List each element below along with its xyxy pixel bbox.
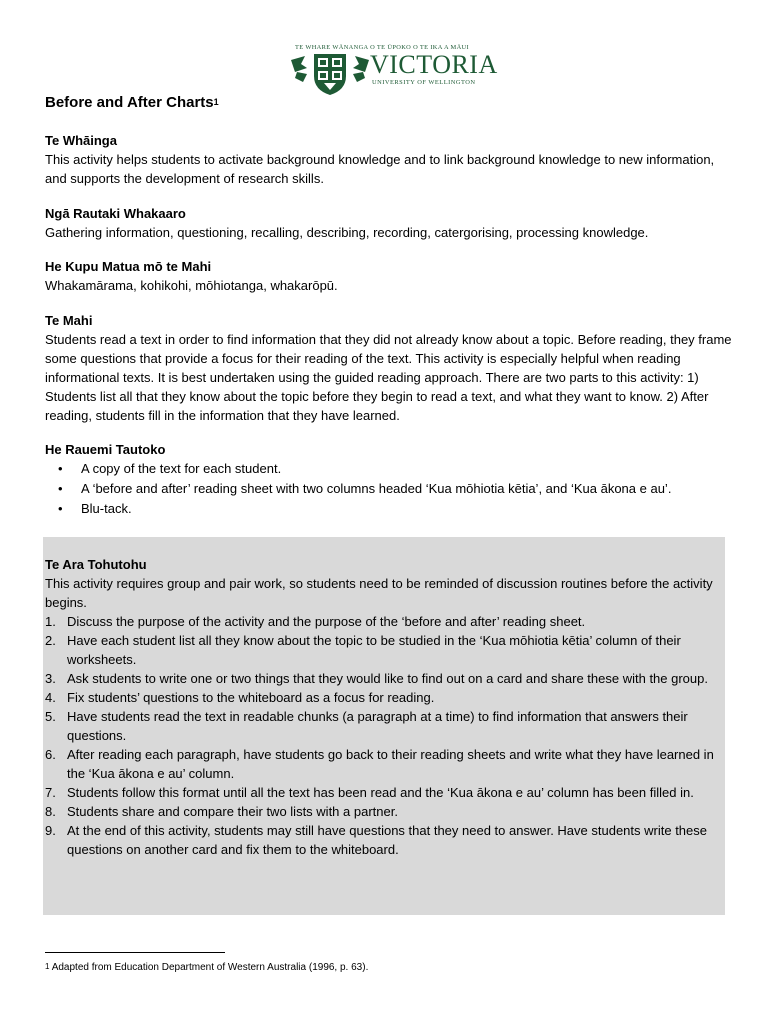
document-title <box>45 94 219 112</box>
step-number: 8. <box>45 804 56 819</box>
bullet-icon: • <box>58 501 63 516</box>
section-heading: He Kupu Matua mō te Mahi <box>45 259 212 274</box>
bullet-icon: • <box>58 461 63 476</box>
list-item <box>45 499 735 519</box>
section-te-whainga <box>45 131 735 188</box>
list-item <box>45 459 735 479</box>
step-item <box>45 688 720 707</box>
step-item <box>45 783 720 802</box>
logo-wordmark: VICTORIA <box>370 50 498 79</box>
step-number: 1. <box>45 614 56 629</box>
step-item <box>45 802 720 821</box>
section-he-kupu-matua <box>45 257 735 295</box>
section-body: Whakamārama, kohikohi, mōhiotanga, whakarōpū. <box>45 278 338 293</box>
logo-motto: TE WHARE WĀNANGA O TE ŪPOKO O TE IKA A MĀUI <box>295 44 469 51</box>
step-text: Have students read the text in readable chunks (a paragraph at a time) to find information that answers their questions. <box>67 709 688 743</box>
step-text: Ask students to write one or two things that they would like to find out on a card and share these with the group. <box>67 671 708 686</box>
procedure-steps <box>45 612 720 859</box>
section-heading: Ngā Rautaki Whakaaro <box>45 206 186 221</box>
crest-icon <box>291 52 369 96</box>
title-text: Before and After Charts <box>45 94 214 111</box>
step-text: After reading each paragraph, have students go back to their reading sheets and write what they have learned in the ‘Kua ākona e au’ column. <box>67 747 714 781</box>
step-text: Fix students’ questions to the whiteboard as a focus for reading. <box>67 690 435 705</box>
list-item <box>45 479 735 499</box>
bullet-icon: • <box>58 481 63 496</box>
section-he-rauemi-tautoko <box>45 440 735 519</box>
step-number: 5. <box>45 709 56 724</box>
step-text: Have each student list all they know about the topic to be studied in the ‘Kua mōhiotia kētia’ column of their worksheets. <box>67 633 681 667</box>
step-item <box>45 669 720 688</box>
step-item <box>45 707 720 745</box>
title-footnote-ref: 1 <box>213 97 219 107</box>
list-item-text: A ‘before and after’ reading sheet with two columns headed ‘Kua mōhiotia kētia’, and ‘Kua ākona e au’. <box>81 481 672 496</box>
step-item <box>45 631 720 669</box>
step-text: Discuss the purpose of the activity and the purpose of the ‘before and after’ reading sheet. <box>67 614 586 629</box>
resource-list <box>45 459 735 519</box>
step-item <box>45 821 720 859</box>
step-number: 9. <box>45 823 56 838</box>
section-body: Students read a text in order to find information that they did not already know about a topic. Before reading, they frame some questions that provide a focus for their reading of the text. This activity is especially helpful when reading informational texts. It is best undertaken using the guided reading approach. There are two parts to this activity: 1) Students list all that they know about the topic before they begin to read a text, and what they want to know. 2) After reading, students fill in the information that they have learned. <box>45 332 732 423</box>
section-te-mahi <box>45 311 735 425</box>
step-text: Students follow this format until all the text has been read and the ‘Kua ākona e au’ column has been filled in. <box>67 785 694 800</box>
section-heading: Te Mahi <box>45 313 93 328</box>
section-body: This activity helps students to activate background knowledge and to link background knowledge to new information, and supports the development of research skills. <box>45 152 715 186</box>
footnote <box>45 961 368 975</box>
step-number: 2. <box>45 633 56 648</box>
section-heading: Te Whāinga <box>45 133 117 148</box>
footnote-marker: 1 <box>45 962 50 971</box>
procedure-content <box>45 555 720 859</box>
section-nga-rautaki-whakaaro <box>45 204 735 242</box>
step-number: 3. <box>45 671 56 686</box>
list-item-text: A copy of the text for each student. <box>81 461 282 476</box>
step-number: 6. <box>45 747 56 762</box>
logo-subtitle: UNIVERSITY OF WELLINGTON <box>372 79 476 86</box>
university-logo <box>291 44 498 96</box>
procedure-intro: This activity requires group and pair work, so students need to be reminded of discussion routines before the activity begins. <box>45 576 713 610</box>
step-number: 4. <box>45 690 56 705</box>
procedure-box <box>43 537 725 915</box>
step-item <box>45 612 720 631</box>
list-item-text: Blu-tack. <box>81 501 132 516</box>
step-item <box>45 745 720 783</box>
step-text: At the end of this activity, students may still have questions that they need to answer. Have students write these questions on another card and fix them to the whiteboard. <box>67 823 707 857</box>
section-heading: He Rauemi Tautoko <box>45 442 166 457</box>
footnote-text: Adapted from Education Department of Western Australia (1996, p. 63). <box>51 962 369 973</box>
step-number: 7. <box>45 785 56 800</box>
footnote-divider <box>45 952 225 953</box>
step-text: Students share and compare their two lists with a partner. <box>67 804 398 819</box>
procedure-heading: Te Ara Tohutohu <box>45 557 147 572</box>
section-body: Gathering information, questioning, recalling, describing, recording, catergorising, processing knowledge. <box>45 225 649 240</box>
